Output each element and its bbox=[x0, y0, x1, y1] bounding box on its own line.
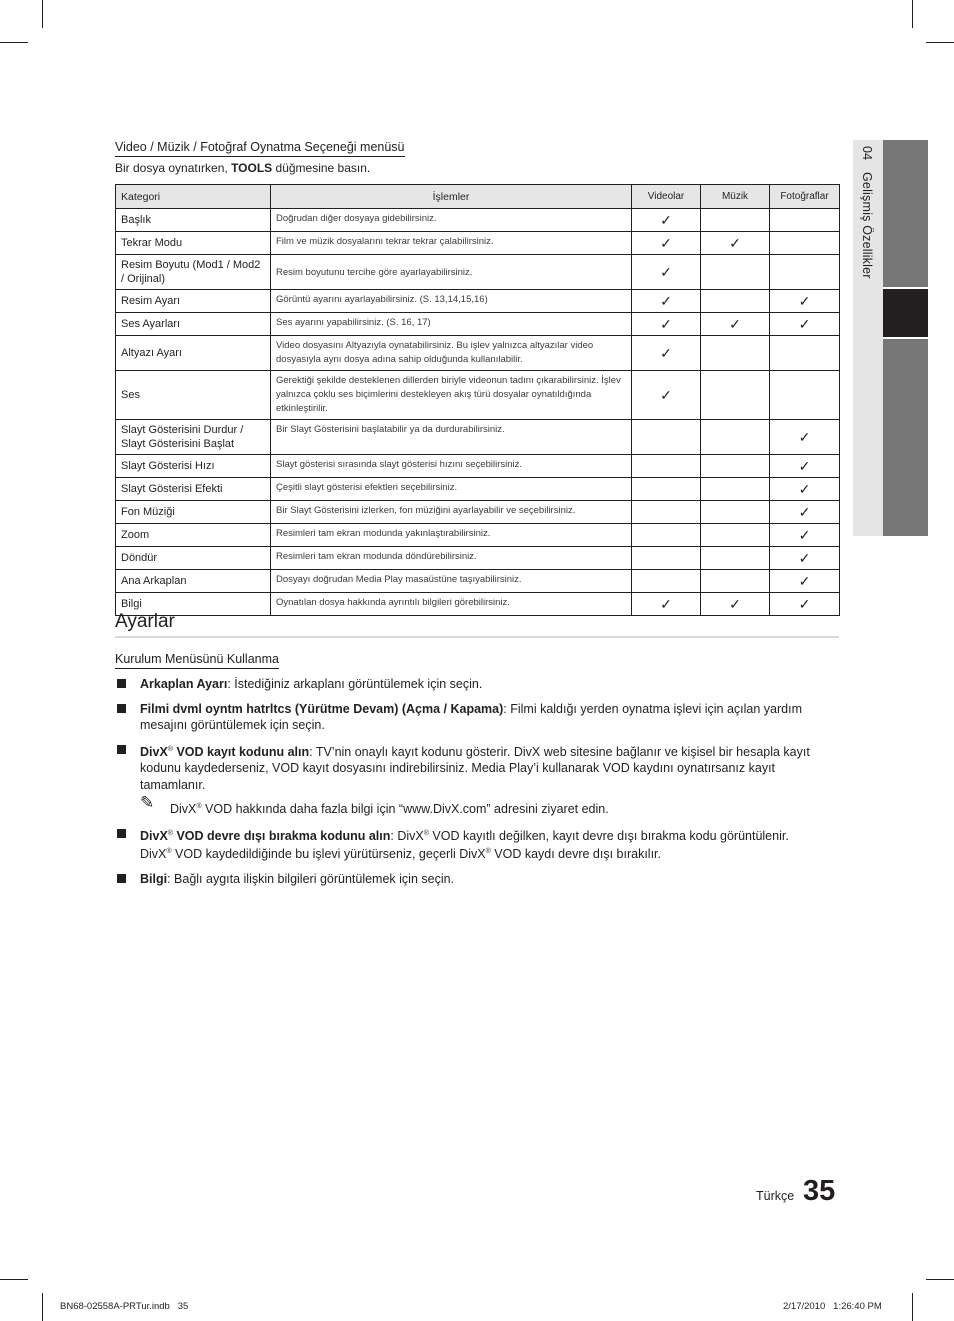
row-operation: Dosyayı doğrudan Media Play masaüstüne taşıyabilirsiniz. bbox=[271, 570, 632, 593]
intro-text: Bir dosya oynatırken, bbox=[115, 161, 232, 175]
music-check: ✓ bbox=[701, 232, 770, 255]
video-check: ✓ bbox=[632, 593, 701, 616]
row-category: Ses Ayarları bbox=[116, 313, 271, 336]
registered-mark: ® bbox=[167, 829, 173, 837]
row-category: Tekrar Modu bbox=[116, 232, 271, 255]
intro-text: düğmesine basın. bbox=[272, 161, 371, 175]
photo-check: ✓ bbox=[770, 570, 840, 593]
row-category: Resim Boyutu (Mod1 / Mod2 / Orijinal) bbox=[116, 255, 271, 290]
page-number: 35 bbox=[803, 1175, 836, 1207]
music-check bbox=[701, 290, 770, 313]
settings-subheading: Kurulum Menüsünü Kullanma bbox=[115, 652, 279, 669]
crop-mark bbox=[912, 1293, 913, 1321]
list-item bbox=[115, 871, 815, 888]
row-operation: Doğrudan diğer dosyaya gidebilirsiniz. bbox=[271, 209, 632, 232]
imprint-datetime: 2/17/2010 1:26:40 PM bbox=[783, 1301, 882, 1312]
row-operation: Bir Slayt Gösterisini izlerken, fon müziğini ayarlayabilir ve seçebilirsiniz. bbox=[271, 501, 632, 524]
crop-mark bbox=[0, 1279, 28, 1280]
row-category: Slayt Gösterisi Hızı bbox=[116, 455, 271, 478]
table-row bbox=[116, 455, 840, 478]
photo-check: ✓ bbox=[770, 593, 840, 616]
item-title: VOD devre dışı bırakma kodunu alın bbox=[172, 828, 391, 843]
list-item bbox=[115, 742, 815, 794]
music-check bbox=[701, 209, 770, 232]
header-operations: İşlemler bbox=[271, 185, 632, 209]
photo-check: ✓ bbox=[770, 313, 840, 336]
bullet-square-icon bbox=[117, 704, 126, 713]
bullet-square-icon bbox=[117, 679, 126, 688]
video-check: ✓ bbox=[632, 255, 701, 290]
crop-mark bbox=[912, 0, 913, 28]
row-category: Fon Müziği bbox=[116, 501, 271, 524]
photo-check: ✓ bbox=[770, 290, 840, 313]
crop-mark bbox=[926, 42, 954, 43]
chapter-tab-divider bbox=[883, 337, 928, 339]
photo-check: ✓ bbox=[770, 501, 840, 524]
bullet-square-icon bbox=[117, 874, 126, 883]
row-operation: Çeşitli slayt gösterisi efektleri seçebilirsiniz. bbox=[271, 478, 632, 501]
item-text: : Filmi kaldığı yerden oynatma işlevi için açılan yardım mesajını görüntülemek için seçin. bbox=[140, 701, 803, 732]
music-check bbox=[701, 336, 770, 371]
crop-mark bbox=[42, 0, 43, 28]
item-text: : İstediğiniz arkaplanı görüntülemek için seçin. bbox=[227, 677, 483, 691]
video-check: ✓ bbox=[632, 313, 701, 336]
music-check bbox=[701, 371, 770, 420]
section-intro bbox=[115, 161, 370, 175]
settings-heading: Ayarlar bbox=[115, 611, 839, 638]
list-item bbox=[115, 826, 815, 863]
footer-language: Türkçe bbox=[756, 1189, 795, 1203]
table-row bbox=[116, 547, 840, 570]
bullet-square-icon bbox=[117, 745, 126, 754]
row-operation: Ses ayarını yapabilirsiniz. (S. 16, 17) bbox=[271, 313, 632, 336]
row-category: Ses bbox=[116, 371, 271, 420]
photo-check bbox=[770, 336, 840, 371]
chapter-tab-label bbox=[860, 146, 874, 279]
music-check bbox=[701, 501, 770, 524]
music-check bbox=[701, 547, 770, 570]
item-title: Bilgi bbox=[140, 872, 168, 887]
chapter-tab-divider bbox=[883, 287, 928, 289]
crop-mark bbox=[926, 1279, 954, 1280]
row-category: Slayt Gösterisini Durdur / Slayt Gösterisini Başlat bbox=[116, 420, 271, 455]
row-category: Zoom bbox=[116, 524, 271, 547]
video-check bbox=[632, 455, 701, 478]
photo-check bbox=[770, 232, 840, 255]
video-check bbox=[632, 420, 701, 455]
row-category: Slayt Gösterisi Efekti bbox=[116, 478, 271, 501]
table-row bbox=[116, 478, 840, 501]
header-videos: Videolar bbox=[632, 185, 701, 209]
table-row bbox=[116, 290, 840, 313]
music-check bbox=[701, 570, 770, 593]
header-category: Kategori bbox=[116, 185, 271, 209]
imprint-file: BN68-02558A-PRTur.indb 35 bbox=[60, 1301, 189, 1312]
table-row bbox=[116, 570, 840, 593]
row-operation: Bir Slayt Gösterisini başlatabilir ya da durdurabilirsiniz. bbox=[271, 420, 632, 455]
video-check: ✓ bbox=[632, 232, 701, 255]
header-photos: Fotoğraflar bbox=[770, 185, 840, 209]
table-row bbox=[116, 420, 840, 455]
crop-mark bbox=[42, 1293, 43, 1321]
video-check bbox=[632, 524, 701, 547]
table-row bbox=[116, 313, 840, 336]
tools-key: TOOLS bbox=[231, 161, 273, 175]
section-title: Video / Müzik / Fotoğraf Oynatma Seçeneği menüsü bbox=[115, 140, 405, 157]
bullet-square-icon bbox=[117, 829, 126, 838]
list-item bbox=[115, 701, 815, 734]
registered-mark: ® bbox=[196, 803, 202, 811]
video-check: ✓ bbox=[632, 371, 701, 420]
photo-check: ✓ bbox=[770, 420, 840, 455]
video-check: ✓ bbox=[632, 209, 701, 232]
table-row bbox=[116, 209, 840, 232]
music-check: ✓ bbox=[701, 313, 770, 336]
table-row bbox=[116, 232, 840, 255]
note bbox=[140, 793, 815, 818]
item-title: Filmi dvml oyntm hatrltcs (Yürütme Devam) (Açma / Kapama) bbox=[140, 701, 504, 716]
row-operation: Resimleri tam ekran modunda yakınlaştırabilirsiniz. bbox=[271, 524, 632, 547]
settings-list bbox=[115, 676, 815, 896]
row-category: Bilgi bbox=[116, 593, 271, 616]
row-operation: Slayt gösterisi sırasında slayt gösterisi hızını seçebilirsiniz. bbox=[271, 455, 632, 478]
table-row bbox=[116, 336, 840, 371]
video-check: ✓ bbox=[632, 336, 701, 371]
row-operation: Görüntü ayarını ayarlayabilirsiniz. (S. 13,14,15,16) bbox=[271, 290, 632, 313]
photo-check: ✓ bbox=[770, 524, 840, 547]
item-text: : DivX bbox=[390, 828, 424, 843]
photo-check: ✓ bbox=[770, 478, 840, 501]
music-check bbox=[701, 420, 770, 455]
table-row bbox=[116, 524, 840, 547]
item-text: VOD kaydı devre dışı bırakılır. bbox=[490, 847, 661, 862]
row-operation: Resimleri tam ekran modunda döndürebilirsiniz. bbox=[271, 547, 632, 570]
table-row bbox=[116, 255, 840, 290]
registered-mark: ® bbox=[167, 745, 173, 753]
table-row bbox=[116, 501, 840, 524]
item-text: VOD kayıtlı değilken, kayıt devre dışı bırakma kodu görüntülenir. DivX bbox=[140, 828, 789, 862]
item-title: DivX bbox=[140, 744, 168, 759]
music-check bbox=[701, 478, 770, 501]
row-category: Başlık bbox=[116, 209, 271, 232]
photo-check: ✓ bbox=[770, 455, 840, 478]
photo-check bbox=[770, 255, 840, 290]
row-category: Ana Arkaplan bbox=[116, 570, 271, 593]
note-pencil-icon: ✎ bbox=[140, 793, 155, 813]
table-row bbox=[116, 371, 840, 420]
item-title: Arkaplan Ayarı bbox=[140, 677, 228, 691]
row-category: Altyazı Ayarı bbox=[116, 336, 271, 371]
item-title: DivX bbox=[140, 828, 168, 843]
row-category: Döndür bbox=[116, 547, 271, 570]
row-operation: Oynatılan dosya hakkında ayrıntılı bilgileri görebilirsiniz. bbox=[271, 593, 632, 616]
photo-check bbox=[770, 371, 840, 420]
chapter-tab-active-marker bbox=[883, 289, 928, 337]
photo-check: ✓ bbox=[770, 547, 840, 570]
row-operation: Resim boyutunu tercihe göre ayarlayabilirsiniz. bbox=[271, 255, 632, 290]
note-text: DivX bbox=[170, 802, 197, 817]
registered-mark: ® bbox=[423, 829, 429, 837]
music-check bbox=[701, 255, 770, 290]
video-check bbox=[632, 501, 701, 524]
header-music: Müzik bbox=[701, 185, 770, 209]
video-check bbox=[632, 478, 701, 501]
video-check bbox=[632, 570, 701, 593]
row-operation: Film ve müzik dosyalarını tekrar tekrar çalabilirsiniz. bbox=[271, 232, 632, 255]
item-title: VOD kayıt kodunu alın bbox=[172, 744, 310, 759]
chapter-number: 04 bbox=[860, 146, 874, 161]
note-text: VOD hakkında daha fazla bilgi için “www.DivX.com” adresini ziyaret edin. bbox=[201, 802, 609, 817]
item-text: VOD kaydedildiğinde bu işlevi yürütürseniz, geçerli DivX bbox=[171, 847, 486, 862]
music-check bbox=[701, 524, 770, 547]
video-check: ✓ bbox=[632, 290, 701, 313]
row-operation: Video dosyasını Altyazıyla oynatabilirsiniz. Bu işlev yalnızca altyazılar video dosyasıyla aynı dosya adına sahip olduğunda kullanılabilir. bbox=[271, 336, 632, 371]
music-check bbox=[701, 455, 770, 478]
registered-mark: ® bbox=[485, 848, 491, 856]
row-category: Resim Ayarı bbox=[116, 290, 271, 313]
photo-check bbox=[770, 209, 840, 232]
chapter-title: Gelişmiş Özellikler bbox=[860, 172, 874, 279]
row-operation: Gerektiği şekilde desteklenen dillerden biriyle videonun tadını çıkarabilirsiniz. İşlev yalnızca çoklu ses biçimlerini destekleyen akış türü dosyalar oynatıldığında etkinleştirilir. bbox=[271, 371, 632, 420]
video-check bbox=[632, 547, 701, 570]
music-check: ✓ bbox=[701, 593, 770, 616]
list-item bbox=[115, 676, 815, 693]
crop-mark bbox=[0, 42, 28, 43]
options-table bbox=[115, 184, 840, 616]
item-text: : TV’nin onaylı kayıt kodunu gösterir. DivX web sitesine bağlanır ve kişisel bir hesapla kayıt kodunu kaydederseniz, VOD kayıt dosyasını indirebilirsiniz. Media Play’i kullanarak VOD kaydını oynatırsanız kayıt tamamlanır. bbox=[140, 744, 810, 792]
item-text: : Bağlı aygıta ilişkin bilgileri görüntülemek için seçin. bbox=[167, 872, 455, 887]
registered-mark: ® bbox=[166, 848, 172, 856]
